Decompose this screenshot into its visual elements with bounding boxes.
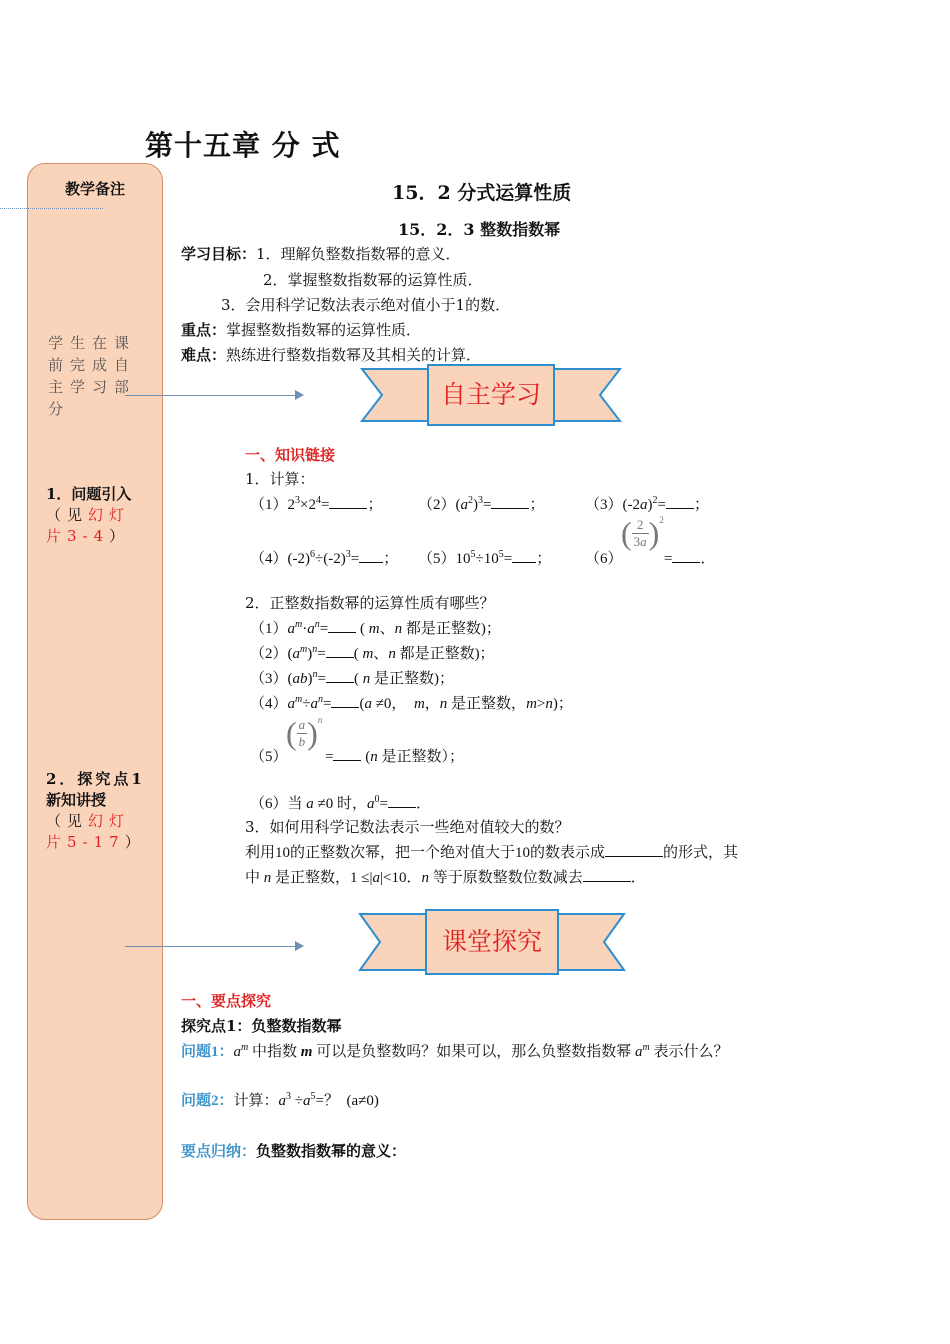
slide-suffix: ） [109,527,131,545]
subsection-title: 15．2．3 整数指数幂 [398,220,561,239]
slide-prefix: （见 [46,506,89,524]
arrow-to-class-explore [125,946,302,947]
rule-6: （6）当 a ≠0 时，$a^0=$ ． [250,794,431,812]
knowledge-heading: 一、知识链接 [245,446,336,464]
explore-point-1: 探究点1：负整数指数幂 [181,1017,342,1035]
rule-3: （3）(ab)$^n$= ( n 是正整数)； [250,669,454,687]
rule-5-answer: = (n 是正整数）； [325,745,464,766]
sidebar-block-intro [46,484,151,547]
rule-2: $(2)(a^m)^n=$ ( m、n 都是正整数)； [250,644,495,662]
question-text: 表示什么？ [653,1044,729,1060]
rule-4: $(4)a^m\div a^n= (a \ne 0$， m，n 是正整数，m>n)； [250,694,573,712]
calc-6: （6） [585,551,623,567]
slide-prefix: （见 [46,812,89,830]
slide-link[interactable]: 幻灯片3-4 [46,506,131,545]
sidebar-note: 学生在课前完成自主学习部分 [48,334,137,418]
objective-item: 3．会用科学记数法表示绝对值小于1的数． [221,296,511,314]
key-point-text: 掌握整数指数幂的运算性质． [226,321,422,339]
q3-text: 利用10的正整数次幂，把一个绝对值大于10的数表示成 [245,845,606,861]
calc-6-answer: = ． [664,547,715,568]
q2-label: 2．正整数指数幂的运算性质有哪些？ [245,594,495,612]
calc-3: $(3)(-2a)^2=$ ； [585,495,709,513]
summary-text: 负整数指数幂的意义： [256,1142,407,1160]
objective-1 [181,243,461,264]
sidebar-title: 教学备注 [64,180,125,198]
banner-label: 课堂探究 [441,927,542,956]
rule-5: （5） [250,749,288,765]
fraction-2-over-3a: ( 2 3a)$^2$ [621,515,664,551]
explore-label: 2．探究点1 [46,770,145,788]
difficulty [181,344,481,365]
question-2-label: 问题2： [181,1093,234,1109]
q3-label: 3．如何用科学记数法表示一些绝对值较大的数？ [245,818,570,836]
q3-text: 中 [245,870,261,886]
section-title: 15．2 分式运算性质 [392,182,572,204]
self-study-banner [360,363,622,428]
calc-2: $(2)(a^2)^3=$ ； [418,495,545,513]
key-point-label: 重点： [181,321,227,339]
explore-heading: 一、要点探究 [181,992,272,1010]
q3-line1 [245,841,738,862]
q3-text: 是正整数，1 ≤| [275,870,373,886]
calc-1: $(1)2^3\times 2^4=$ ； [250,495,383,513]
explore-sublabel: 新知讲授 [46,791,107,809]
q1-label: 1．计算： [245,470,315,488]
objective-item: 2．掌握整数指数幂的运算性质． [263,271,483,289]
question-text: 可以是负整数吗？如果可以，那么负整数指数幂 [316,1044,632,1060]
class-explore-banner [358,908,626,978]
question-text: 计算： [233,1093,279,1109]
sidebar-dotted-rule [0,208,103,209]
question-2: 问题2：计算：$a^3 \div a^5=$？ (a≠0) [181,1091,379,1109]
objectives-label: 学习目标： [181,245,257,263]
slide-suffix: ） [124,833,146,851]
slide-link[interactable]: 幻灯片5-17 [46,812,131,851]
calc-4: $(4)(-2)^6\div(-2)^3=$ ； [250,549,399,567]
calc-5: $(5)10^5\div 10^5=$ ； [418,549,552,567]
key-point [181,319,421,340]
summary-label: 要点归纳： [181,1142,257,1160]
question-condition: (a≠0) [346,1093,379,1109]
banner-label: 自主学习 [440,380,541,409]
question-1-label: 问题1： [181,1044,234,1060]
key-summary [181,1140,406,1161]
question-1: 问题1：$a^m$ 中指数 m 可以是负整数吗？如果可以，那么负整数指数幂 $a^m$ 表示什么？ [181,1042,729,1060]
rule-1: $(1)a^m\cdot a^n=$ ( m、n 都是正整数)； [250,619,501,637]
difficulty-text: 熟练进行整数指数幂及其相关的计算． [226,346,482,364]
arrow-to-self-study [125,395,302,396]
fraction-a-over-b: $(\frac{a}{b})^n$ [286,715,323,751]
chapter-title: 第十五章 分 式 [145,129,341,162]
q3-text: 的形式，其 [663,845,739,861]
q3-line2: 中 n 是正整数，1 ≤|a|<10．n 等于原数整数位数减去 ． [245,866,646,887]
q3-text: ． [630,870,646,886]
q3-text: |<10． [380,870,422,886]
sidebar-block-explore [46,769,151,853]
intro-label: 1．问题引入 [46,485,132,503]
teaching-notes-sidebar [27,163,163,1220]
question-text: 中指数 [252,1044,298,1060]
q3-text: 等于原数整数位数减去 [432,870,583,886]
objective-item: 1．理解负整数指数幂的意义． [256,245,461,263]
difficulty-label: 难点： [181,346,227,364]
